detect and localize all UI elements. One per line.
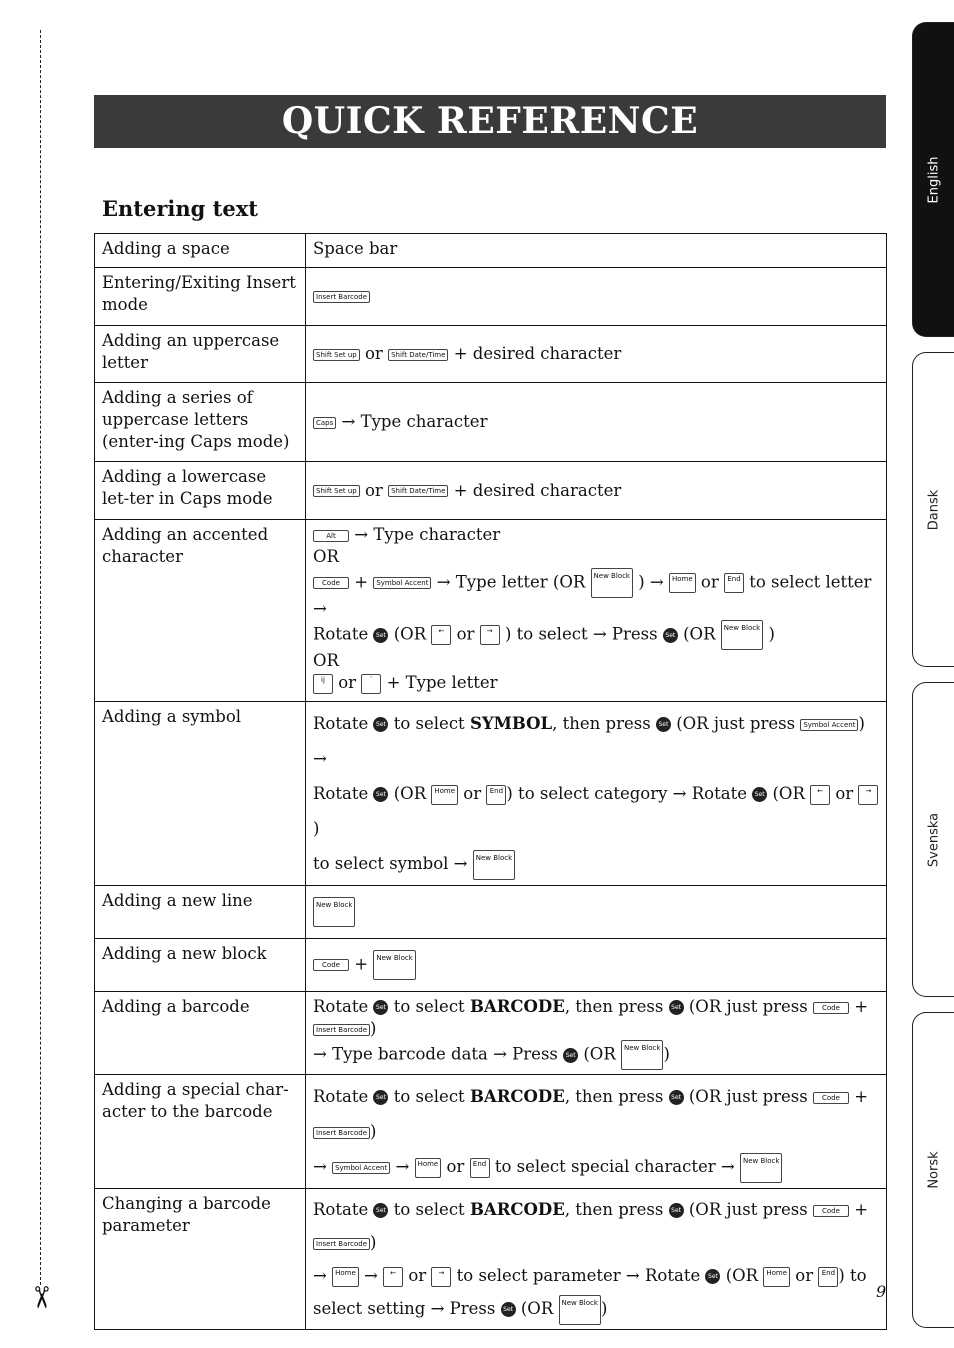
section-title: Entering text xyxy=(102,196,258,221)
set-button-icon: Set xyxy=(373,1203,388,1218)
action-text: + desired character xyxy=(453,480,622,500)
shift-setup-key-icon: Shift Set up xyxy=(313,485,360,497)
new-block-key-icon: New Block xyxy=(373,950,415,980)
action-text: or xyxy=(408,1266,427,1285)
left-arrow-key-icon: ← xyxy=(810,785,830,805)
or-text: OR xyxy=(313,547,339,566)
action-text: ) xyxy=(600,1299,608,1318)
set-button-icon: Set xyxy=(373,787,388,802)
set-button-icon: Set xyxy=(663,628,678,643)
shift-datetime-key-icon: Shift Date/Time xyxy=(388,349,448,361)
action-text: or xyxy=(365,344,383,363)
action-text: to select letter → xyxy=(313,572,872,618)
action-text: (OR xyxy=(772,784,805,803)
table-row xyxy=(95,520,887,702)
action-cell xyxy=(306,462,887,520)
home-key-icon: Home xyxy=(669,573,696,593)
task-cell: Adding a new block xyxy=(95,939,306,992)
action-text: to select xyxy=(393,1200,465,1219)
action-text: ) xyxy=(768,624,775,644)
task-cell: Adding an uppercase letter xyxy=(95,326,306,383)
tab-svenska[interactable] xyxy=(912,682,954,997)
action-text: (OR xyxy=(393,784,427,803)
action-text: ) to xyxy=(838,1266,867,1285)
action-text: or xyxy=(835,784,854,803)
action-cell xyxy=(306,992,887,1075)
home-key-icon: Home xyxy=(763,1267,790,1287)
home-key-icon: Home xyxy=(332,1267,359,1287)
action-text: → Type letter (OR xyxy=(436,572,586,592)
symbol-accent-key-icon: Symbol Accent xyxy=(800,719,858,731)
set-button-icon: Set xyxy=(669,1203,684,1218)
tab-label: Dansk xyxy=(926,489,941,530)
action-text: + xyxy=(354,572,369,592)
end-key-icon: End xyxy=(470,1158,490,1178)
action-text: or xyxy=(338,673,357,692)
action-text: + xyxy=(854,1200,869,1219)
symbol-accent-key-icon: Symbol Accent xyxy=(373,577,431,589)
table-row xyxy=(95,383,887,462)
action-text: or xyxy=(446,1157,465,1176)
action-cell xyxy=(306,1189,887,1330)
action-text: Rotate xyxy=(313,1087,369,1106)
tab-label: Norsk xyxy=(926,1151,941,1189)
language-tabs xyxy=(912,0,954,1348)
task-cell: Adding a series of uppercase letters (enter-ing Caps mode) xyxy=(95,383,306,462)
symbol-accent-key-icon: Symbol Accent xyxy=(332,1162,390,1174)
tab-norsk[interactable] xyxy=(912,1012,954,1328)
action-text: select setting → Press xyxy=(313,1299,496,1318)
task-cell: Adding a barcode xyxy=(95,992,306,1075)
action-text: (OR xyxy=(393,624,427,644)
task-cell: Adding an accented character xyxy=(95,520,306,702)
action-cell xyxy=(306,520,887,702)
table-row xyxy=(95,234,887,268)
shift-datetime-key-icon: Shift Date/Time xyxy=(388,485,448,497)
action-text: (OR just press xyxy=(676,714,796,733)
action-text: → xyxy=(313,1157,327,1176)
action-text: , then press xyxy=(564,1087,664,1106)
action-text: → xyxy=(395,1157,410,1176)
action-text: ) xyxy=(313,819,320,838)
action-text: to select symbol → xyxy=(313,854,468,873)
table-row xyxy=(95,702,887,886)
insert-barcode-key-icon: Insert Barcode xyxy=(313,1024,370,1036)
action-text: + desired character xyxy=(453,344,622,363)
action-text: SYMBOL xyxy=(469,714,553,733)
left-arrow-key-icon: ← xyxy=(431,625,451,645)
end-key-icon: End xyxy=(818,1267,838,1287)
set-button-icon: Set xyxy=(669,1000,684,1015)
tab-dansk[interactable] xyxy=(912,352,954,667)
page-title: QUICK REFERENCE xyxy=(94,95,886,148)
action-text: BARCODE xyxy=(469,997,565,1016)
action-cell xyxy=(306,383,887,462)
action-text: BARCODE xyxy=(469,1087,565,1106)
action-text: → Type character xyxy=(354,525,501,544)
action-text: Rotate xyxy=(313,997,369,1016)
table-row xyxy=(95,1075,887,1189)
tab-label: Svenska xyxy=(926,812,941,867)
code-key-icon: Code xyxy=(813,1205,849,1217)
table-row xyxy=(95,1189,887,1330)
action-text: (OR xyxy=(725,1266,759,1285)
action-text: + Type letter xyxy=(386,673,498,692)
action-text: or xyxy=(456,624,475,644)
code-key-icon: Code xyxy=(813,1002,849,1014)
code-key-icon: Code xyxy=(813,1092,849,1104)
action-text: ) xyxy=(663,1044,670,1064)
action-text: or xyxy=(463,784,482,803)
set-button-icon: Set xyxy=(656,717,671,732)
action-cell xyxy=(306,886,887,939)
new-block-key-icon: New Block xyxy=(721,620,763,650)
action-text: → Type character xyxy=(341,412,488,431)
action-text: (OR just press xyxy=(688,1200,808,1219)
table-row xyxy=(95,992,887,1075)
action-text: (OR xyxy=(583,1044,616,1064)
new-block-key-icon: New Block xyxy=(313,897,355,927)
action-text: (OR xyxy=(520,1299,554,1318)
action-text: (OR just press xyxy=(688,997,808,1016)
end-key-icon: End xyxy=(486,785,506,805)
set-button-icon: Set xyxy=(373,628,388,643)
set-button-icon: Set xyxy=(501,1302,516,1317)
tab-label: English xyxy=(926,156,941,203)
action-text: ) xyxy=(370,1233,377,1252)
task-cell: Adding a new line xyxy=(95,886,306,939)
action-text: or xyxy=(365,480,383,500)
table-row xyxy=(95,939,887,992)
new-block-key-icon: New Block xyxy=(559,1295,601,1325)
action-text: → Type barcode data → Press xyxy=(313,1044,558,1064)
action-text: ) to select → Press xyxy=(504,624,658,644)
set-button-icon: Set xyxy=(373,1000,388,1015)
action-text: (OR xyxy=(683,624,716,644)
action-text: Rotate xyxy=(313,714,369,733)
action-cell xyxy=(306,326,887,383)
action-text: to select special character → xyxy=(494,1157,735,1176)
action-text: or xyxy=(700,572,719,592)
task-cell: Adding a symbol xyxy=(95,702,306,886)
set-button-icon: Set xyxy=(373,717,388,732)
task-cell: Adding a lowercase let-ter in Caps mode xyxy=(95,462,306,520)
action-text: + xyxy=(854,997,869,1016)
set-button-icon: Set xyxy=(669,1090,684,1105)
action-cell xyxy=(306,268,887,326)
or-text: OR xyxy=(313,651,339,670)
action-text: , then press xyxy=(564,1200,664,1219)
action-cell: Space bar xyxy=(306,234,887,268)
action-text: ) → xyxy=(638,572,664,592)
action-text: + xyxy=(854,1087,869,1106)
table-row xyxy=(95,326,887,383)
new-block-key-icon: New Block xyxy=(473,850,515,880)
insert-barcode-key-icon: Insert Barcode xyxy=(313,1238,370,1250)
shift-setup-key-icon: Shift Set up xyxy=(313,349,360,361)
new-block-key-icon: New Block xyxy=(740,1153,782,1183)
home-key-icon: Home xyxy=(431,785,458,805)
action-text: Rotate xyxy=(313,1200,369,1219)
action-text: + xyxy=(354,954,369,974)
table-row xyxy=(95,462,887,520)
action-text: ) xyxy=(370,1019,377,1038)
end-key-icon: End xyxy=(724,573,744,593)
quick-reference-table xyxy=(94,233,887,1330)
action-text: BARCODE xyxy=(469,1200,565,1219)
page-number: 9 xyxy=(876,1282,887,1301)
action-cell xyxy=(306,939,887,992)
caps-key-icon: Caps xyxy=(313,417,336,429)
new-block-key-icon: New Block xyxy=(621,1040,663,1070)
code-key-icon: Code xyxy=(313,959,349,971)
ij-key-icon: ij xyxy=(313,674,333,694)
task-cell: Adding a special char-acter to the barcode xyxy=(95,1075,306,1189)
right-arrow-key-icon: → xyxy=(858,785,878,805)
alt-key-icon: Alt xyxy=(313,530,349,542)
insert-barcode-key-icon: Insert Barcode xyxy=(313,1127,370,1139)
tab-english[interactable] xyxy=(912,22,954,337)
new-block-key-icon: New Block xyxy=(591,568,633,598)
action-text: ) xyxy=(370,1122,377,1141)
action-text: → xyxy=(313,1266,327,1285)
task-cell: Adding a space xyxy=(95,234,306,268)
task-cell: Entering/Exiting Insert mode xyxy=(95,268,306,326)
action-text: ) → xyxy=(313,714,865,768)
task-cell: Changing a barcode parameter xyxy=(95,1189,306,1330)
action-text: , then press xyxy=(564,997,664,1016)
dots-key-icon: ¨ xyxy=(361,674,381,694)
action-cell xyxy=(306,1075,887,1189)
right-arrow-key-icon: → xyxy=(480,625,500,645)
scissors-icon: ✂ xyxy=(23,1284,59,1311)
right-arrow-key-icon: → xyxy=(431,1267,451,1287)
table-row xyxy=(95,268,887,326)
table-row xyxy=(95,886,887,939)
action-text: , then press xyxy=(552,714,651,733)
insert-barcode-key-icon: Insert Barcode xyxy=(313,291,370,303)
action-text: (OR just press xyxy=(688,1087,808,1106)
set-button-icon: Set xyxy=(705,1269,720,1284)
action-text: or xyxy=(795,1266,814,1285)
code-key-icon: Code xyxy=(313,577,349,589)
set-button-icon: Set xyxy=(752,787,767,802)
action-cell xyxy=(306,702,887,886)
set-button-icon: Set xyxy=(373,1090,388,1105)
home-key-icon: Home xyxy=(415,1158,442,1178)
left-arrow-key-icon: ← xyxy=(383,1267,403,1287)
action-text: to select xyxy=(393,714,465,733)
action-text: Rotate xyxy=(313,784,369,803)
action-text: → xyxy=(364,1266,378,1285)
action-text: to select parameter → Rotate xyxy=(456,1266,701,1285)
action-text: Rotate xyxy=(313,624,369,644)
cut-line xyxy=(40,30,41,1285)
action-text: to select xyxy=(393,1087,465,1106)
set-button-icon: Set xyxy=(563,1048,578,1063)
action-text: to select xyxy=(393,997,465,1016)
action-text: ) to select category → Rotate xyxy=(506,784,747,803)
